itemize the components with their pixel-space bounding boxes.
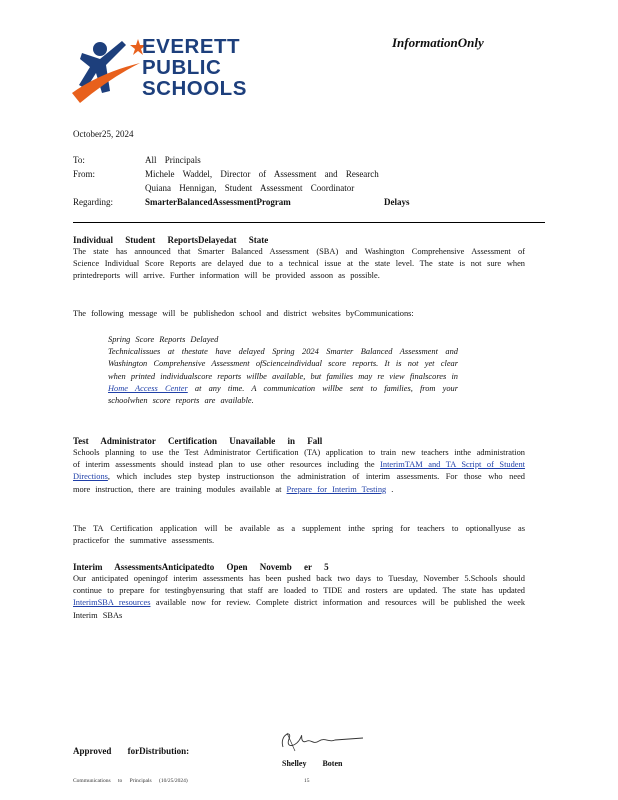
logo-figure-icon [70,33,150,113]
approved-label: Approved forDistribution: [73,746,190,756]
from-value-1: Michele Waddel, Director of Assessment and Research [145,169,379,179]
section-2-text-c: . [391,484,394,494]
section-2-para-1 [73,447,525,496]
memo-date: October25, 2024 [73,129,134,139]
signature-icon [275,727,365,755]
section-1-para-2: The following message will be publishedon school and district websites byCommunications: [73,309,414,318]
section-1-para-1: The state has announced that Smarter Balanced Assessment (SBA) and Washington Comprehensive Assessment of Science Individual Score Reports are delayed due to a technical issue at the state level. The state is not sure when printedreports will arrive. Further information will be provided assoon as possible. [73,247,525,281]
section-2-text-a: Schools planning to use the Test Administrator Certification (TA) application to train new teachers inthe administration of interim assessments should instead plan to use other resources including the [73,448,525,470]
quote-body-2: at any time. A communication willbe sent to families, from your schoolwhen score reports are available. [108,383,458,406]
quote-body-1: Technicalissues at thestate have delayed Spring 2024 Smarter Balanced Assessment and Washington Comprehensive Assessment ofScienceindividual score reports. It is not yet clear when printed individualscore reports willbe available, but families may re view finalscores in [108,347,458,381]
logo-line-2: PUBLIC [142,56,222,79]
section-2-text-b: , which includes step bystep instructionson the administration of interim assessments. For those who need more instruction, there are training modules available at [73,472,525,494]
prepare-interim-testing-link[interactable]: Prepare for Interim Testing [286,484,387,494]
regarding-value: SmarterBalancedAssessmentProgram [145,197,291,207]
quote-title: Spring Score Reports Delayed [108,335,219,344]
section-2-para-2: The TA Certification application will be available as a supplement inthe spring for teachers to optionallyuse as practicefor the summative assessments. [73,524,525,546]
interim-sba-resources-link[interactable]: InterimSBA resources [73,598,151,608]
home-access-center-link[interactable]: Home Access Center [108,383,188,393]
regarding-value-2: Delays [384,197,410,207]
footer-text: Communications to Principals (10/25/2024) [73,778,188,784]
from-label: From: [73,169,96,179]
section-3-text-a: Our anticipated openingof interim assessments has been pushed back two days to Tuesday, November 5.Schools should continue to prepare for testingbyensuring that staff are loaded to TIDE and rosters are updated. The state has updated [73,574,525,596]
to-value: All Principals [145,155,201,165]
header-divider [73,222,545,223]
section-1-heading: Individual Student ReportsDelayedat State [73,235,269,245]
logo-line-1: EVERETT [142,35,241,58]
to-label: To: [73,155,85,165]
interim-tam-link[interactable]: InterimTAM and TA Script of Student Directions [73,460,526,482]
logo-line-3: SCHOOLS [142,77,247,100]
section-2-heading: Test Administrator Certification Unavailable in Fall [73,436,323,446]
regarding-label: Regarding: [73,197,113,207]
from-value-2: Quiana Hennigan, Student Assessment Coordinator [145,183,355,193]
section-3-heading: Interim AssessmentsAnticipatedto Open Novemb er 5 [73,562,329,572]
quote-block [108,334,458,407]
section-3-para-1 [73,573,525,622]
district-logo [70,33,260,113]
page-number: 15 [304,778,310,784]
signer-name: Shelley Boten [282,759,343,768]
section-3-text-b: available now for review. Complete district information and resources will be published the week Interim SBAs [73,598,526,620]
info-only-label: InformationOnly [392,35,484,50]
